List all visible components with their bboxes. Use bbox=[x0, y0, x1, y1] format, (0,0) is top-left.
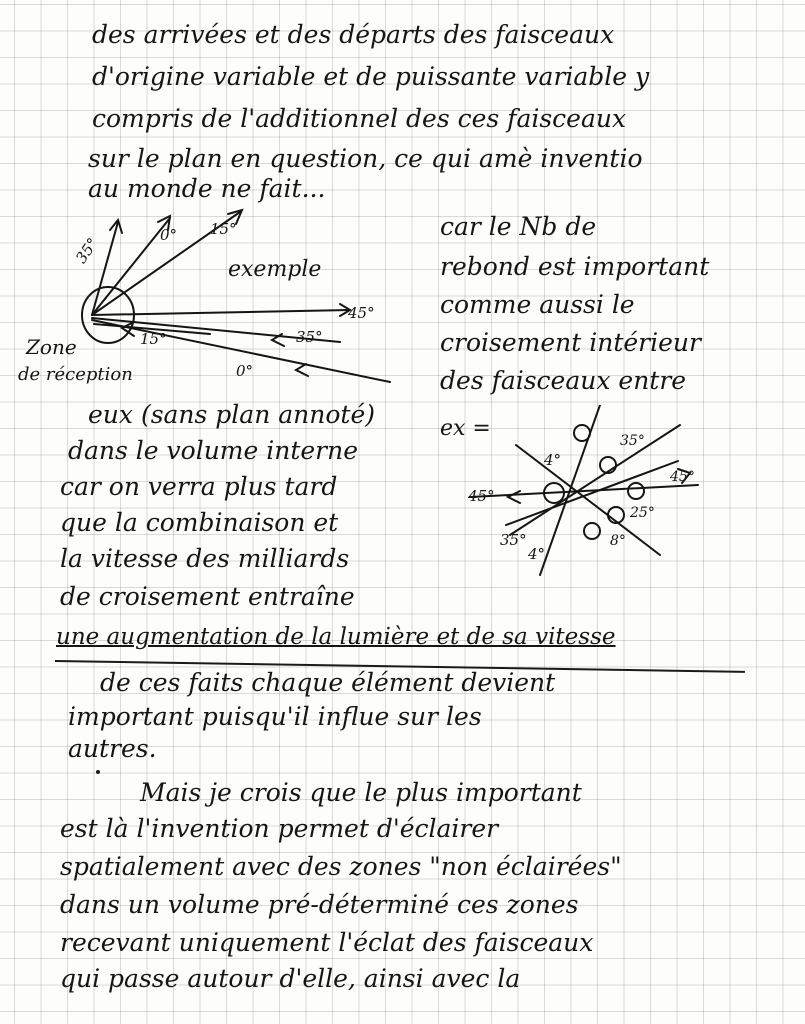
text-line: la vitesse des milliards bbox=[60, 544, 350, 573]
figure-title: exemple bbox=[228, 257, 322, 282]
zone-label: Zone bbox=[26, 335, 77, 359]
text-line: important puisqu'il influe sur les bbox=[68, 702, 482, 731]
angle-label: 0° bbox=[236, 362, 254, 380]
ray-line bbox=[92, 222, 118, 315]
ray-fan-figure bbox=[10, 200, 430, 400]
text-line: spatialement avec des zones "non éclairées" bbox=[60, 852, 622, 881]
text-line: car on verra plus tard bbox=[60, 472, 338, 501]
angle-label: 45° bbox=[468, 487, 495, 505]
angle-label: 35° bbox=[296, 328, 323, 346]
text-line: car le Nb de bbox=[440, 212, 597, 241]
text-line: au monde ne fait... bbox=[88, 174, 326, 203]
zone-label: de réception bbox=[18, 364, 133, 385]
ray-line bbox=[92, 310, 350, 315]
angle-label: 15° bbox=[210, 220, 237, 238]
text-line: des arrivées et des départs des faisceaux bbox=[92, 20, 615, 49]
text-line: croisement intérieur bbox=[440, 328, 701, 357]
arrowhead bbox=[508, 491, 520, 503]
text-line: rebond est important bbox=[440, 252, 710, 281]
angle-label: 8° bbox=[610, 533, 626, 549]
text-line: sur le plan en question, ce qui amè inventio bbox=[88, 144, 643, 173]
text-line: une augmentation de la lumière et de sa vitesse bbox=[56, 624, 616, 650]
arrowhead bbox=[296, 364, 308, 376]
text-line: eux (sans plan annoté) bbox=[88, 400, 376, 429]
angle-label: 35° bbox=[620, 433, 645, 449]
angle-label: 35° bbox=[72, 234, 103, 267]
text-line: d'origine variable et de puissante variable y bbox=[92, 62, 650, 91]
angle-label: 4° bbox=[528, 545, 546, 563]
text-line: de ces faits chaque élément devient bbox=[100, 668, 556, 697]
text-line: qui passe autour d'elle, ainsi avec la bbox=[60, 964, 521, 993]
example-prefix: ex = bbox=[440, 416, 491, 441]
crossing-circle bbox=[628, 483, 644, 499]
angle-label: 15° bbox=[140, 330, 167, 348]
beam-crossing-figure bbox=[440, 405, 720, 595]
angle-label: 45° bbox=[348, 304, 375, 322]
text-line: autres. bbox=[68, 734, 157, 763]
text-line: de croisement entraîne bbox=[60, 582, 355, 611]
text-line: dans le volume interne bbox=[68, 436, 359, 465]
text-line: est là l'invention permet d'éclairer bbox=[60, 814, 499, 843]
text-line: compris de l'additionnel des ces faisceaux bbox=[92, 104, 627, 133]
angle-label: 0° bbox=[160, 226, 178, 244]
text-line: comme aussi le bbox=[440, 290, 635, 319]
text-line: des faisceaux entre bbox=[440, 366, 687, 395]
angle-label: 4° bbox=[544, 451, 562, 469]
angle-label: 45° bbox=[670, 469, 695, 485]
angle-label: 25° bbox=[630, 505, 655, 521]
crossing-circle bbox=[584, 523, 600, 539]
margin-dot bbox=[96, 770, 100, 774]
text-line: dans un volume pré-déterminé ces zones bbox=[60, 890, 579, 919]
text-line: que la combinaison et bbox=[60, 508, 339, 537]
text-line: Mais je crois que le plus important bbox=[140, 778, 582, 807]
text-line: recevant uniquement l'éclat des faisceaux bbox=[60, 928, 594, 957]
angle-label: 35° bbox=[500, 531, 527, 549]
